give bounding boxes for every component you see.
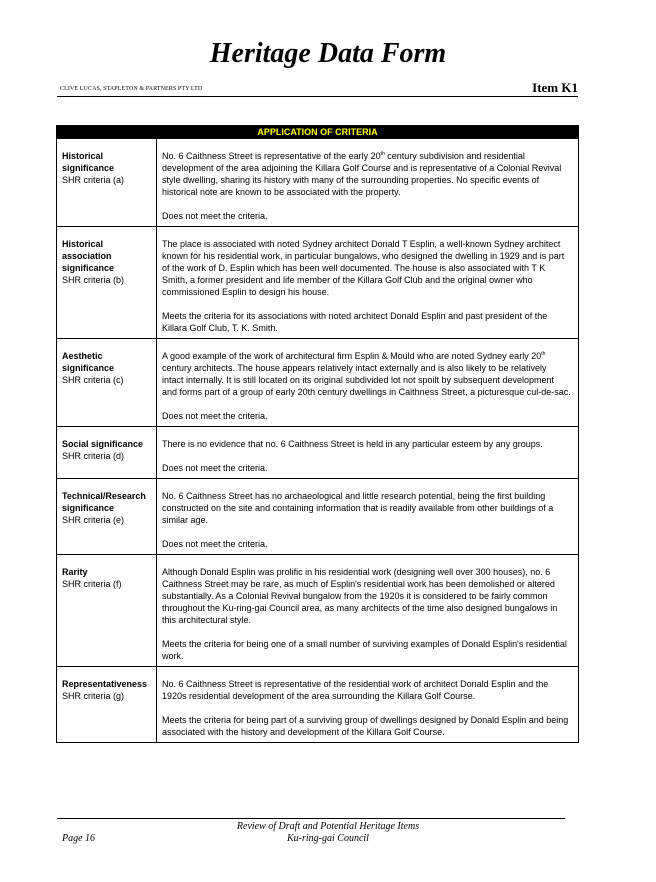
criteria-paragraph [162,678,572,702]
criteria-description-cell [157,667,579,743]
criteria-description-cell [157,139,579,227]
criteria-row [57,427,579,479]
paragraph-text: The place is associated with noted Sydney architect Donald T Esplin, a well-known Sydney architect known for his residential work, in particular bungalows, who designed the dwelling in 1929 and is part of the work of D. Esplin which has been well documented. The house is also associated with T K Smith, a former president and life member of the Killara Golf Club and the original owner who commissioned Esplin to design his house. [162,239,565,297]
criteria-description-cell [157,339,579,427]
paragraph-text: Does not meet the criteria. [162,539,268,549]
criteria-label: Aesthetic significance [62,351,115,373]
footer-report-title: Review of Draft and Potential Heritage Items [236,821,420,832]
criteria-paragraph [162,566,572,626]
criteria-label-cell [57,139,157,227]
paragraph-text: No. 6 Caithness Street is representative of the early 20 [162,151,381,161]
criteria-description-cell [157,479,579,555]
criteria-paragraph [162,238,572,298]
footer-title [0,821,656,845]
ordinal-superscript: th [541,351,546,357]
criteria-paragraph [162,310,572,334]
ordinal-superscript: th [380,151,385,157]
criteria-label-cell [57,667,157,743]
page-number: Page 16 [62,833,96,844]
firm-name: CLIVE LUCAS, STAPLETON & PARTNERS PTY LTD [60,86,203,92]
criteria-label: Historical significance [62,151,115,173]
criteria-table [56,125,579,743]
criteria-label: Rarity [62,567,88,577]
paragraph-text: No. 6 Caithness Street is representative of the residential work of architect Donald Esplin and the 1920s residential development of the area surrounding the Killara Golf Course. [162,679,549,701]
criteria-label-cell [57,339,157,427]
criteria-label: Technical/Research significance [62,491,146,513]
criteria-paragraph [162,410,572,422]
criteria-code: SHR criteria (b) [62,275,125,285]
criteria-label-cell [57,227,157,339]
criteria-code: SHR criteria (d) [62,451,125,461]
page-title: Heritage Data Form [209,38,447,69]
criteria-code: SHR criteria (f) [62,579,122,589]
criteria-description-cell [157,427,579,479]
paragraph-text-continued: century architects. The house appears relatively intact externally and is also likely to be relatively intact internally. It is still located on its original subdivided lot not spoilt by subsequent development and forms part of a group of early 20th century dwellings in Caithness Street, a picturesque cul-de-sac. [162,363,571,397]
criteria-row [57,479,579,555]
criteria-paragraph [162,714,572,738]
criteria-paragraph [162,150,572,198]
criteria-label-cell [57,555,157,667]
paragraph-text-continued: century subdivision and residential development of the area adjoining the Killara Golf Course and is representative of a Colonial Revival style dwelling, sharing its history with many of the surrounding properties. No specific events of historical note are known to be associated with the property. [162,151,562,197]
paragraph-text: Although Donald Esplin was prolific in his residential work (designing well over 300 houses), no. 6 Caithness Street may be rare, as much of Esplin's residential work has been demolished or altered substantially. As a Colonial Revival bungalow from the 1920s it is considered to be fairly common throughout the Ku-ring-gai Council area, as many architects of the time also designed bungalows in this architectural style. [162,567,558,625]
footer-divider [57,818,565,819]
criteria-label: Social significance [62,439,144,449]
criteria-paragraph [162,490,572,526]
paragraph-text: Meets the criteria for being part of a surviving group of dwellings designed by Donald Esplin and being associated with the history and development of the Killara Golf Course. [162,715,569,737]
criteria-paragraph [162,210,572,222]
item-number: Item K1 [532,80,578,95]
criteria-row [57,227,579,339]
criteria-paragraph [162,538,572,550]
paragraph-text: Meets the criteria for its associations with noted architect Donald Esplin and past president of the Killara Golf Club, T. K. Smith. [162,311,548,333]
criteria-label: Representativeness [62,679,148,689]
criteria-code: SHR criteria (a) [62,175,125,185]
footer-council: Ku-ring-gai Council [287,833,369,844]
criteria-row [57,667,579,743]
criteria-row [57,339,579,427]
paragraph-text: Does not meet the criteria. [162,211,268,221]
paragraph-text: Meets the criteria for being one of a small number of surviving examples of Donald Esplin's residential work. [162,639,567,661]
criteria-description-cell [157,555,579,667]
paragraph-text: Does not meet the criteria. [162,411,268,421]
paragraph-text: No. 6 Caithness Street has no archaeological and little research potential, being the first building constructed on the site and containing information that is readily available from other buildings of a similar age. [162,491,554,525]
criteria-label: Historical association significance [62,239,115,273]
criteria-code: SHR criteria (e) [62,515,125,525]
criteria-row [57,139,579,227]
criteria-paragraph [162,462,572,474]
header-divider [57,96,578,97]
criteria-paragraph [162,350,572,398]
criteria-paragraph [162,638,572,662]
paragraph-text: Does not meet the criteria. [162,463,268,473]
criteria-code: SHR criteria (c) [62,375,124,385]
criteria-label-cell [57,427,157,479]
criteria-heading-row [57,126,579,139]
criteria-row [57,555,579,667]
criteria-code: SHR criteria (g) [62,691,125,701]
paragraph-text: A good example of the work of architectural firm Esplin & Mould who are noted Sydney early 20 [162,351,542,361]
criteria-paragraph [162,438,572,450]
criteria-label-cell [57,479,157,555]
criteria-description-cell [157,227,579,339]
criteria-heading: APPLICATION OF CRITERIA [57,126,579,139]
paragraph-text: There is no evidence that no. 6 Caithness Street is held in any particular esteem by any groups. [162,439,543,449]
